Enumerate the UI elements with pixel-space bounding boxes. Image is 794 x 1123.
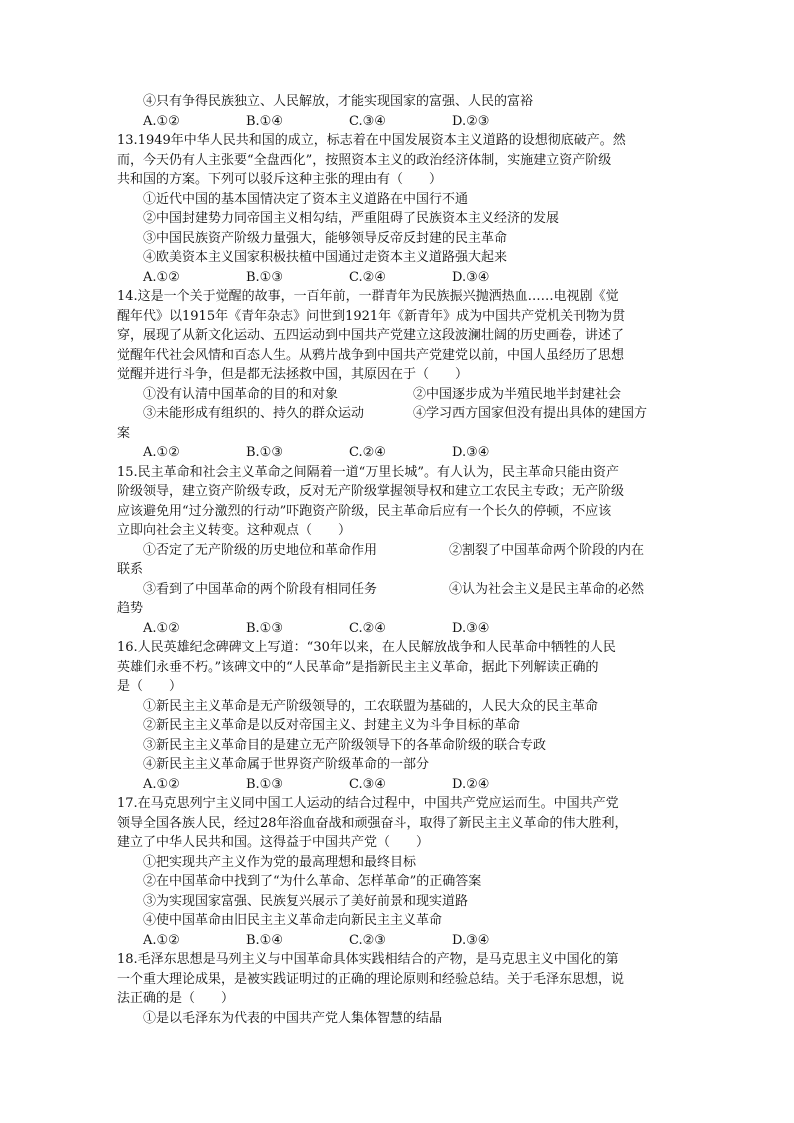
- q16-option-b: B.①③: [246, 776, 283, 792]
- q16-item-2: ②新民主主义革命是以反对帝国主义、封建主义为斗争目标的革命: [143, 718, 521, 733]
- q17-item-3: ③为实现国家富强、民族复兴展示了美好前景和现实道路: [143, 893, 469, 909]
- q14-option-d: D.③④: [452, 445, 490, 460]
- q14-item-4-wrap: 案: [117, 425, 131, 441]
- q18-item-1: ①是以毛泽东为代表的中国共产党人集体智慧的结晶: [143, 1010, 443, 1026]
- q15-items-row-2: [117, 580, 682, 600]
- q16-stem-line-2: 英雄们永垂不朽。”该碑文中的“人民革命”是指新民主主义革命，据此下列解读正确的: [117, 659, 599, 675]
- q16-option-a: A.①②: [143, 776, 180, 792]
- q17-stem-line-3: 建立了中华人民共和国。这得益于中国共产党（ ）: [117, 835, 430, 850]
- q17-stem-line-2: 领导全国各族人民，经过28年浴血奋战和顽强奋斗，取得了新民主主义革命的伟大胜利，: [117, 815, 628, 831]
- q14-item-2: ②中国逐步成为半殖民地半封建社会: [413, 386, 622, 402]
- q18-stem-line-2: 一个重大理论成果，是被实践证明过的正确的理论原则和经验总结。关于毛泽东思想，说: [117, 971, 625, 987]
- q14-item-3: ③未能形成有组织的、持久的群众运动: [143, 406, 365, 421]
- q15-option-a: A.①②: [143, 620, 180, 636]
- q12-item-4: ④只有争得民族独立、人民解放，才能实现国家的富强、人民的富裕: [143, 94, 534, 109]
- q16-item-1: ①新民主主义革命是无产阶级领导的，工农联盟为基础的，人民大众的民主革命: [143, 698, 599, 714]
- q14-item-1: ①没有认清中国革命的目的和对象: [143, 386, 339, 402]
- q17-item-1: ①把实现共产主义作为党的最高理想和最终目标: [143, 854, 417, 870]
- q14-option-c: C.②④: [349, 445, 386, 460]
- q15-item-2-wrap: 联系: [117, 562, 144, 577]
- q13-item-3: ③中国民族资产阶级力量强大，能够领导反帝反封建的民主革命: [143, 230, 508, 246]
- q12-option-d: D.②③: [452, 113, 490, 129]
- q15-item-3: ③看到了中国革命的两个阶段有相同任务: [143, 581, 378, 597]
- q15-items-row-1: [117, 541, 682, 561]
- q12-options: [117, 112, 682, 132]
- q15-item-2: ②割裂了中国革命两个阶段的内在: [449, 542, 645, 558]
- q13-stem-line-3: 共和国的方案。下列可以驳斥这种主张的理由有（ ）: [117, 172, 443, 187]
- q15-stem-line-2: 阶级领导，建立资产阶级专政，反对无产阶级掌握领导权和建立工农民主专政；无产阶级: [117, 484, 625, 499]
- q14-stem-line-5: 觉醒并进行斗争，但是都无法拯救中国，其原因在于（ ）: [117, 367, 469, 382]
- q17-option-c: C.②③: [349, 932, 386, 948]
- q15-stem-line-1: 15.民主革命和社会主义革命之间隔着一道“万里长城”。有人认为，民主革命只能由资产: [117, 464, 619, 480]
- q12-option-c: C.③④: [349, 113, 386, 129]
- q15-item-4: ④认为社会主义是民主革命的必然: [449, 581, 645, 597]
- q14-stem-line-2: 醒年代》以1915年《青年杂志》问世到1921年《新青年》成为中国共产党机关刊物为贯: [117, 308, 626, 324]
- q17-item-2: ②在中国革命中找到了“为什么革命、怎样革命”的正确答案: [143, 874, 482, 889]
- q17-options: [117, 931, 682, 951]
- q14-items-row-2: [117, 404, 682, 424]
- q14-item-4: ④学习西方国家但没有提出具体的建国方: [413, 406, 648, 421]
- q14-stem-line-3: 穿，展现了从新文化运动、五四运动到中国共产党建立这段波澜壮阔的历史画卷，讲述了: [117, 328, 625, 343]
- q17-option-b: B.①④: [246, 932, 283, 948]
- q13-option-d: D.③④: [452, 269, 490, 285]
- q13-option-c: C.②④: [349, 269, 386, 285]
- q15-option-d: D.③④: [452, 620, 490, 636]
- q17-option-d: D.③④: [452, 932, 490, 948]
- q16-item-4: ④新民主主义革命属于世界资产阶级革命的一部分: [143, 757, 430, 772]
- q13-stem-line-1: 13.1949年中华人民共和国的成立，标志着在中国发展资本主义道路的设想彻底破产。然: [117, 133, 626, 148]
- q13-stem-line-2: 而，今天仍有人主张要“全盘西化”，按照资本主义的政治经济体制，实施建立资产阶级: [117, 152, 612, 168]
- q13-option-b: B.①③: [246, 269, 283, 285]
- q13-option-a: A.①②: [143, 269, 180, 285]
- q15-item-4-wrap: 趋势: [117, 601, 144, 616]
- q15-stem-line-3: 应该避免用“过分激烈的行动”吓跑资产阶级，民主革命后应有一个长久的停顿，不应该: [117, 503, 612, 519]
- q14-stem-line-1: 14.这是一个关于觉醒的故事，一百年前，一群青年为民族振兴抛洒热血……电视剧《觉: [117, 289, 619, 304]
- q15-options: [117, 619, 682, 639]
- q17-stem-line-1: 17.在马克思列宁主义同中国工人运动的结合过程中，中国共产党应运而生。中国共产党: [117, 796, 619, 811]
- q15-item-1: ①否定了无产阶级的历史地位和革命作用: [143, 542, 378, 558]
- q16-option-c: C.③④: [349, 776, 386, 792]
- q14-options: [117, 443, 682, 463]
- q18-stem-line-3: 法正确的是（ ）: [117, 991, 235, 1006]
- q16-stem-line-3: 是（ ）: [117, 679, 183, 694]
- q17-item-4: ④使中国革命由旧民主主义革命走向新民主主义革命: [143, 913, 443, 928]
- q12-option-a: A.①②: [143, 113, 180, 129]
- q14-items-row-1: [117, 385, 682, 405]
- q14-option-b: B.①③: [246, 445, 283, 460]
- q16-option-d: D.②④: [452, 776, 490, 792]
- question-content: [117, 92, 682, 1028]
- q15-option-c: C.②④: [349, 620, 386, 636]
- q15-option-b: B.①③: [246, 620, 283, 636]
- q18-stem-line-1: 18.毛泽东思想是马列主义与中国革命具体实践相结合的产物，是马克思主义中国化的第: [117, 952, 619, 967]
- q13-item-1: ①近代中国的基本国情决定了资本主义道路在中国行不通: [143, 191, 469, 207]
- q16-options: [117, 775, 682, 795]
- q15-stem-line-4: 立即向社会主义转变。这种观点（ ）: [117, 523, 352, 538]
- q13-options: [117, 268, 682, 288]
- q12-option-b: B.①④: [246, 113, 283, 129]
- q14-stem-line-4: 觉醒年代社会风情和百态人生。从鸦片战争到中国共产党建党以前，中国人虽经历了思想: [117, 347, 625, 363]
- q16-stem-line-1: 16.人民英雄纪念碑碑文上写道：“30年以来，在人民解放战争和人民革命中牺牲的人民: [117, 640, 616, 655]
- q13-item-2: ②中国封建势力同帝国主义相勾结，严重阻碍了民族资本主义经济的发展: [143, 211, 560, 226]
- q17-option-a: A.①②: [143, 932, 180, 948]
- q14-option-a: A.①②: [143, 445, 180, 460]
- q13-item-4: ④欧美资本主义国家积极扶植中国通过走资本主义道路强大起来: [143, 250, 508, 265]
- q16-item-3: ③新民主主义革命目的是建立无产阶级领导下的各革命阶级的联合专政: [143, 737, 547, 753]
